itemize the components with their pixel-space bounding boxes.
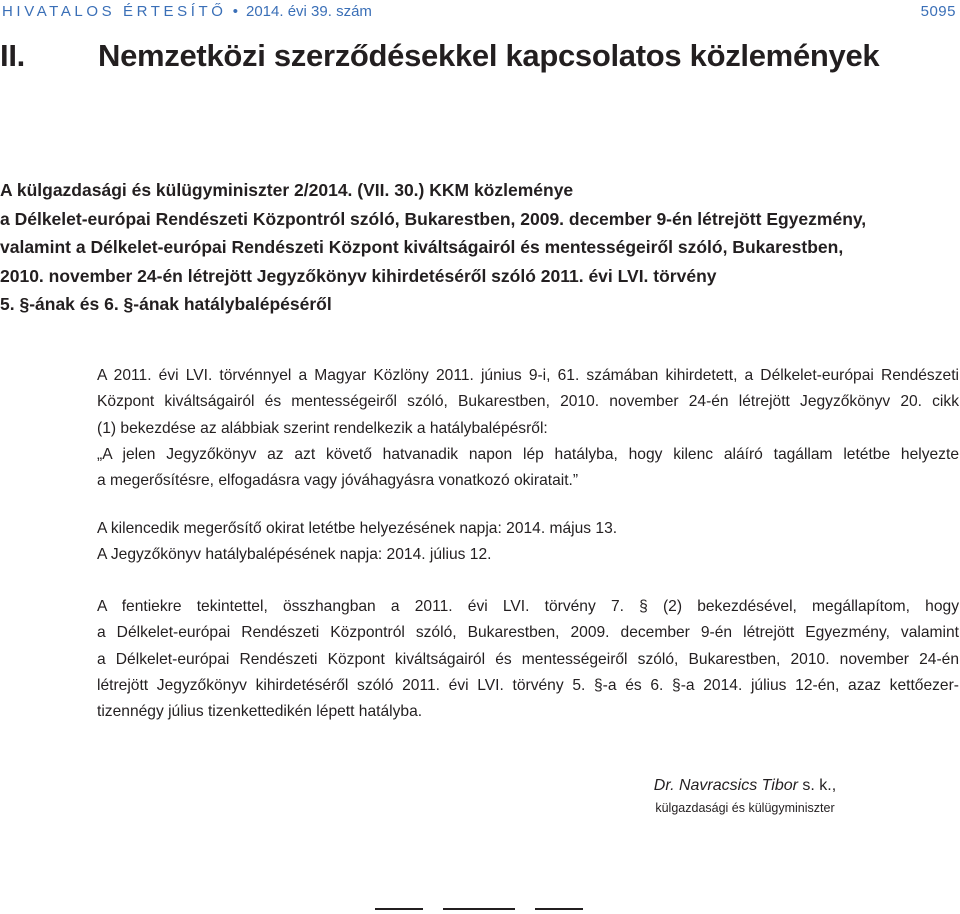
text-line: A fentiekre tekintettel, összhangban a 2011. évi LVI. törvény 7. § (2) bekezdésével, megállapítom, hogy	[97, 598, 959, 615]
announcement-heading	[0, 176, 960, 319]
issue-label: 2014. évi 39. szám	[246, 3, 372, 20]
heading-line: 2010. november 24-én létrejött Jegyzőkönyv kihirdetéséről szóló 2011. évi LVI. törvény	[0, 265, 717, 286]
heading-line: valamint a Délkelet-európai Rendészeti Központ kiváltságairól és mentességeiről szóló, Bukarestben,	[0, 237, 844, 257]
publication-title: HIVATALOS ÉRTESÍTŐ	[2, 3, 227, 20]
text-line: tizennégy július tizenkettedikén lépett hatályba.	[97, 703, 423, 721]
signatory-name-line	[620, 774, 870, 798]
section-title-text: Nemzetközi szerződésekkel kapcsolatos közlemények	[98, 38, 880, 73]
footer-rule	[443, 908, 515, 910]
signatory-name: Dr. Navracsics Tibor	[653, 777, 798, 794]
text-line: A 2011. évi LVI. törvénnyel a Magyar Közlöny 2011. június 9-i, 61. számában kihirdetett, a Délkelet-európai Rendészeti	[97, 367, 959, 384]
signatory-role: külgazdasági és külügyminiszter	[655, 801, 835, 815]
footer-rule	[535, 908, 583, 910]
ratification-date-line: A kilencedik megerősítő okirat letétbe helyezésének napja: 2014. május 13.	[97, 520, 618, 537]
footer-rule	[375, 908, 423, 910]
text-line: (1) bekezdése az alábbiak szerint rendelkezik a hatálybalépésről:	[97, 419, 548, 437]
heading-line: A külgazdasági és külügyminiszter 2/2014. (VII. 30.) KKM közleménye	[0, 180, 574, 200]
text-line: Központ kiváltságairól és mentességeiről szóló, Bukarestben, 2010. november 24-én létrejött Jegyzőkönyv 20. cikk	[97, 393, 959, 411]
running-header	[2, 0, 960, 24]
heading-line: 5. §-ának és 6. §-ának hatálybalépéséről	[0, 294, 332, 314]
text-line: a Délkelet-európai Rendészeti Központról szóló, Bukarestben, 2009. december 9-én létrejött Egyezmény, valamint	[97, 624, 959, 642]
page-number: 5095	[920, 3, 956, 20]
main-paragraph	[97, 594, 959, 725]
text-line: létrejött Jegyzőkönyv kihirdetéséről szóló 2011. évi LVI. törvény 5. §-a és 6. §-a 2014. július 12-én, azaz kettőezer-	[97, 676, 959, 694]
signatory-suffix: s. k.,	[797, 777, 837, 794]
signature-block	[620, 774, 870, 818]
header-bullet: •	[232, 3, 238, 20]
quote-line: a megerősítésre, elfogadásra vagy jóváhagyásra vonatkozó okiratait.”	[97, 472, 579, 490]
intro-paragraph	[97, 363, 959, 494]
text-line: a Délkelet-európai Rendészeti Központ kiváltságairól és mentességeiről szóló, Bukarestben, 2010. november 24-én	[97, 650, 959, 668]
section-title	[0, 38, 879, 74]
dates-paragraph	[97, 516, 959, 569]
quote-line: „A jelen Jegyzőkönyv az azt követő hatvanadik napon lép hatályba, hogy kilenc aláíró tagállam letétbe helyezte	[97, 445, 959, 463]
heading-line: a Délkelet-európai Rendészeti Központról szóló, Bukarestben, 2009. december 9-én létrejött Egyezmény,	[0, 208, 867, 229]
entry-into-force-date-line: A Jegyzőkönyv hatálybalépésének napja: 2014. július 12.	[97, 546, 492, 564]
section-number: II.	[0, 38, 25, 73]
